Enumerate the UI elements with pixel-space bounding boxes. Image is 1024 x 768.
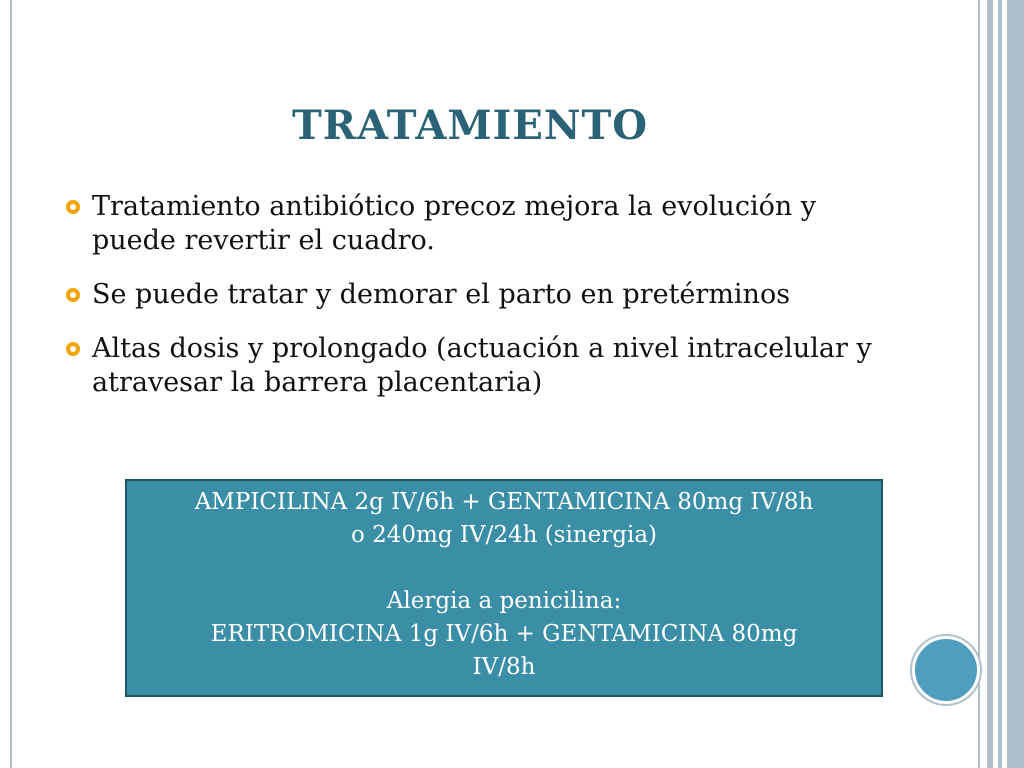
bullet-item [58,278,888,312]
circle-bullet-icon [66,200,80,214]
treatment-line: Alergia a penicilina: [386,588,622,614]
treatment-box [125,479,883,697]
slide-title: TRATAMIENTO [291,102,649,149]
treatment-line: o 240mg IV/24h (sinergia) [350,522,658,548]
treatment-line: ERITROMICINA 1g IV/6h + GENTAMICINA 80mg [210,621,798,647]
bullet-item [58,190,888,258]
bullet-text: Altas dosis y prolongado (actuación a nivel intracelular y atravesar la barrera placentaria) [92,333,872,398]
treatment-line: AMPICILINA 2g IV/6h + GENTAMICINA 80mg IV/8h [194,489,814,515]
right-frame-band [987,0,993,768]
bullet-item [58,332,888,400]
circle-bullet-icon [66,342,80,356]
bullet-text: Se puede tratar y demorar el parto en pretérminos [92,279,791,310]
circle-bullet-icon [66,288,80,302]
treatment-line: IV/8h [472,654,536,680]
bullet-list [58,190,888,420]
treatment-spacer [127,552,881,585]
circle-ornament-icon [912,636,980,704]
right-frame-band-3 [1007,0,1024,768]
right-frame-band-2 [998,0,1002,768]
right-frame-line-inner [978,0,980,768]
bullet-text: Tratamiento antibiótico precoz mejora la evolución y puede revertir el cuadro. [92,191,817,256]
